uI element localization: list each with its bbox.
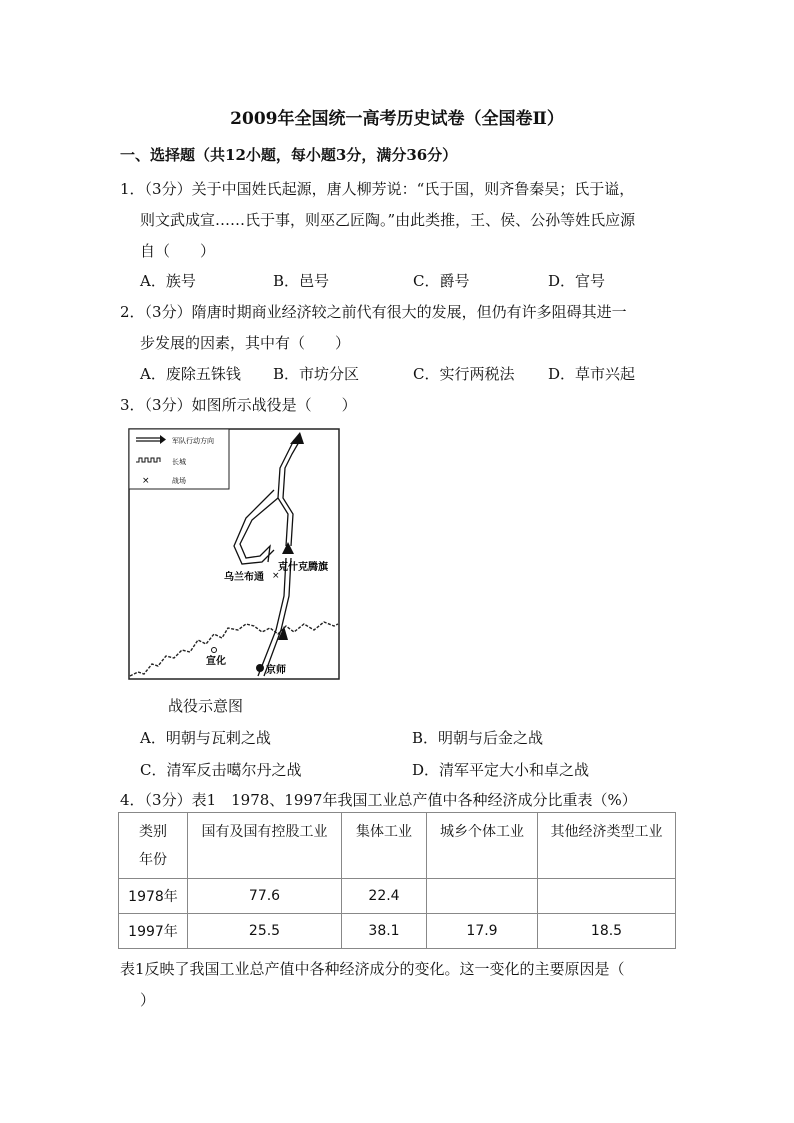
table-cell	[427, 879, 538, 914]
q1-option-a[interactable]: A．族号	[140, 272, 196, 290]
q3-option-c[interactable]: C．清军反击噶尔丹之战	[140, 761, 302, 779]
q1-option-b[interactable]: B．邑号	[273, 272, 330, 290]
place-label-keshiketengqi: 克什克腾旗	[278, 562, 328, 573]
table-cell: 77.6	[188, 879, 342, 914]
table-cell: 38.1	[342, 914, 427, 949]
table-header-cell: 城乡个体工业	[427, 813, 538, 879]
table-cell: 17.9	[427, 914, 538, 949]
paper-title: 2009年全国统一高考历史试卷（全国卷Ⅱ）	[230, 109, 564, 129]
table-year-cell: 1978年	[119, 879, 188, 914]
q3-option-d[interactable]: D．清军平定大小和卓之战	[412, 761, 590, 779]
table-header-cell: 集体工业	[342, 813, 427, 879]
legend-cross-icon: ×	[142, 476, 150, 486]
q1-option-c[interactable]: C．爵号	[413, 272, 470, 290]
place-label-capital: 京师	[266, 665, 286, 676]
q3-option-a[interactable]: A．明朝与瓦剌之战	[140, 729, 271, 747]
table-cell: 22.4	[342, 879, 427, 914]
q2-option-a[interactable]: A．废除五铢钱	[140, 365, 241, 383]
q2-option-b[interactable]: B．市坊分区	[273, 365, 360, 383]
q1-option-d[interactable]: D．官号	[548, 272, 606, 290]
data-table	[118, 812, 676, 949]
q2-line-2: 步发展的因素，其中有（ ）	[140, 334, 351, 352]
table-year-cell: 1997年	[119, 914, 188, 949]
q1-line-1: 1．（3分）关于中国姓氏起源，唐人柳芳说：“氏于国，则齐鲁秦吴；氏于谥，	[120, 180, 635, 198]
table-cell	[538, 879, 676, 914]
q4-after-line-2: ）	[140, 991, 156, 1009]
table-corner-cell	[119, 813, 188, 879]
q2-option-d[interactable]: D．草市兴起	[548, 365, 636, 383]
table-cell: 18.5	[538, 914, 676, 949]
table-row	[119, 914, 676, 949]
battlefield-cross-icon: ×	[272, 571, 280, 581]
legend-label-battlefield: 战场	[172, 477, 186, 485]
table-cell: 25.5	[188, 914, 342, 949]
place-label-wulanbutong: 乌兰布通	[224, 572, 264, 583]
table-header-cell: 国有及国有控股工业	[188, 813, 342, 879]
table-row	[119, 879, 676, 914]
q2-option-c[interactable]: C．实行两税法	[413, 365, 515, 383]
corner-label-category: 类别	[139, 823, 167, 840]
place-label-xuanhua: 宣化	[206, 656, 226, 667]
map-caption: 战役示意图	[168, 697, 244, 715]
q4-line-1: 4．（3分）表1 1978、1997年我国工业总产值中各种经济成分比重表（%）	[120, 791, 637, 809]
q4-after-line-1: 表1反映了我国工业总产值中各种经济成分的变化。这一变化的主要原因是（	[120, 960, 625, 978]
section-heading: 一、选择题（共12小题，每小题3分，满分36分）	[120, 146, 458, 164]
legend-label-wall: 长城	[172, 458, 186, 466]
table-header-row	[119, 813, 676, 879]
q2-line-1: 2．（3分）隋唐时期商业经济较之前代有很大的发展，但仍有许多阻碍其进一	[120, 303, 627, 321]
corner-label-year: 年份	[139, 851, 167, 868]
battle-map	[128, 428, 340, 680]
q1-line-3: 自（ ）	[140, 242, 216, 260]
legend-label-arrow: 军队行动方向	[172, 437, 214, 445]
q3-option-b[interactable]: B．明朝与后金之战	[412, 729, 544, 747]
capital-marker	[256, 664, 264, 672]
q3-line-1: 3．（3分）如图所示战役是（ ）	[120, 396, 357, 414]
q1-line-2: 则文武成宣……氏于事，则巫乙匠陶。”由此类推，王、侯、公孙等姓氏应源	[140, 211, 636, 229]
table-header-cell: 其他经济类型工业	[538, 813, 676, 879]
